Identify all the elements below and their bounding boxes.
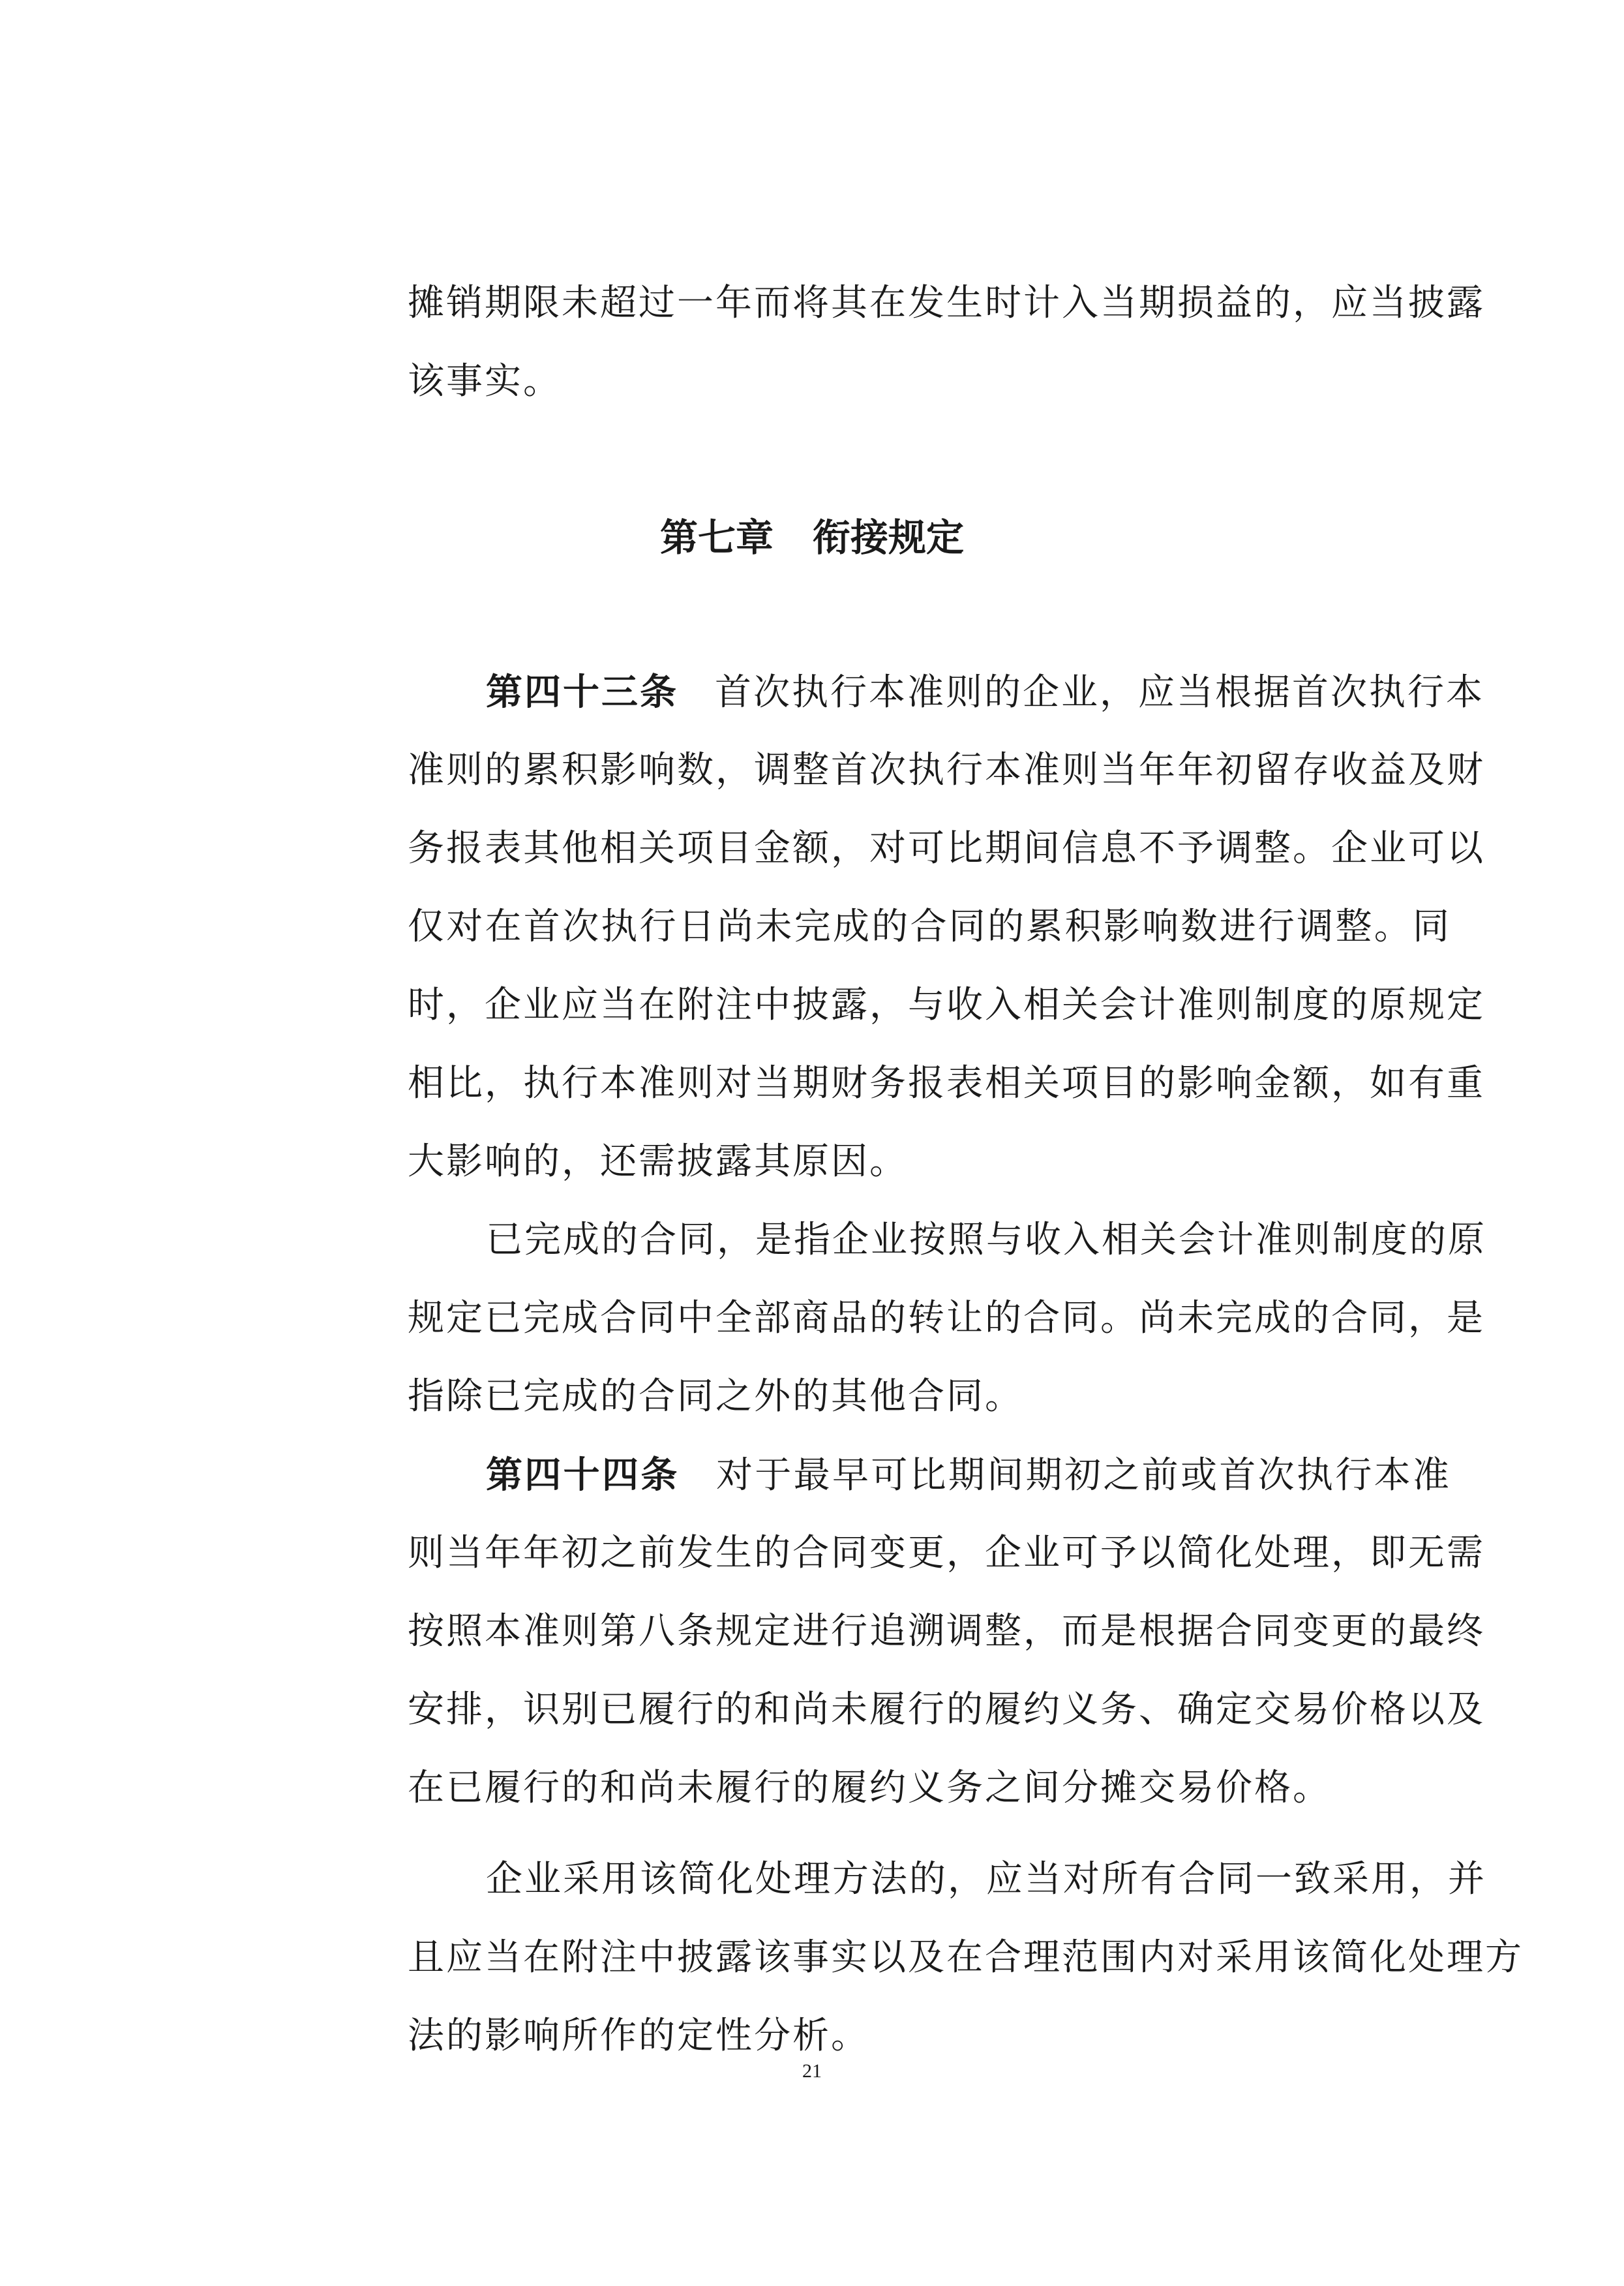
simplified-paragraph-line: 企业采用该简化处理方法的，应当对所有合同一致采用，并 bbox=[486, 1858, 1486, 1900]
chapter-number: 第七章 bbox=[659, 515, 774, 560]
article-43-line: 仅对在首次执行日尚未完成的合同的累积影响数进行调整。同 bbox=[408, 906, 1451, 948]
article-43-line: 务报表其他相关项目金额，对可比期间信息不予调整。企业可以 bbox=[408, 827, 1485, 870]
article-44-line: 在已履行的和尚未履行的履约义务之间分摊交易价格。 bbox=[408, 1767, 1331, 1809]
simplified-paragraph-line: 法的影响所作的定性分析。 bbox=[408, 2015, 869, 2057]
article-43-line: 相比，执行本准则对当期财务报表相关项目的影响金额，如有重 bbox=[408, 1062, 1485, 1105]
completed-contract-line: 指除已完成的合同之外的其他合同。 bbox=[408, 1375, 1023, 1418]
article-43-line: 准则的累积影响数，调整首次执行本准则当年年初留存收益及财 bbox=[408, 749, 1485, 791]
completed-contract-line: 已完成的合同，是指企业按照与收入相关会计准则制度的原 bbox=[486, 1219, 1486, 1261]
article-44-first-line-text: 对于最早可比期间期初之前或首次执行本准 bbox=[715, 1454, 1452, 1497]
article-44-line: 安排，识别已履行的和尚未履行的履约义务、确定交易价格以及 bbox=[408, 1688, 1485, 1731]
article-43-title: 第四十三条 bbox=[486, 671, 678, 714]
article-44-line: 则当年年初之前发生的合同变更，企业可予以简化处理，即无需 bbox=[408, 1532, 1485, 1574]
article-44-first-line bbox=[486, 1454, 1452, 1497]
simplified-paragraph-line: 且应当在附注中披露该事实以及在合理范围内对采用该简化处理方 bbox=[408, 1936, 1524, 1979]
chapter-title: 衔接规定 bbox=[813, 515, 965, 560]
page-number: 21 bbox=[802, 2060, 822, 2082]
top-paragraph-line-2: 该事实。 bbox=[408, 360, 562, 403]
article-43-line: 时，企业应当在附注中披露，与收入相关会计准则制度的原规定 bbox=[408, 984, 1485, 1026]
chapter-heading bbox=[0, 515, 1624, 560]
article-44-title: 第四十四条 bbox=[486, 1454, 680, 1497]
completed-contract-line: 规定已完成合同中全部商品的转让的合同。尚未完成的合同，是 bbox=[408, 1297, 1485, 1339]
article-43-first-line-text: 首次执行本准则的企业，应当根据首次执行本 bbox=[715, 671, 1484, 714]
top-paragraph-line-1: 摊销期限未超过一年而将其在发生时计入当期损益的，应当披露 bbox=[408, 282, 1485, 324]
article-43-line: 大影响的，还需披露其原因。 bbox=[408, 1140, 908, 1183]
article-44-line: 按照本准则第八条规定进行追溯调整，而是根据合同变更的最终 bbox=[408, 1610, 1485, 1653]
article-43-first-line bbox=[486, 671, 1484, 714]
